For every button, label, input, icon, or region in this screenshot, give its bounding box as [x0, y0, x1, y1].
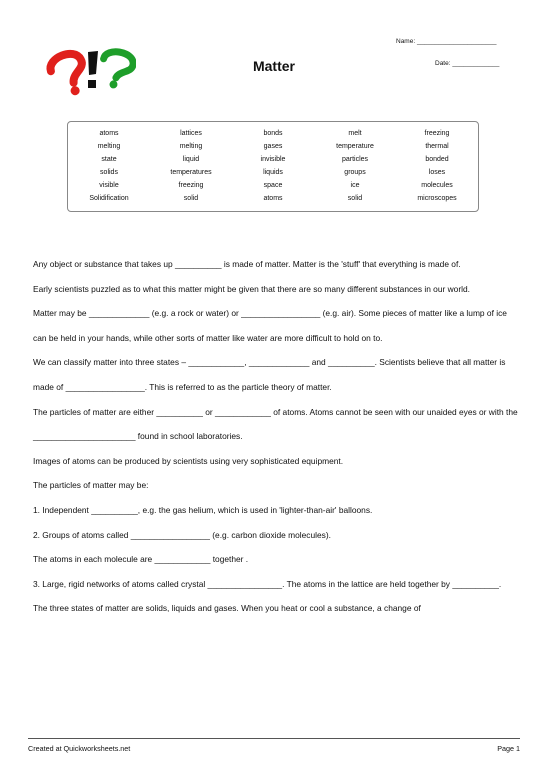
word-bank-item: lattices — [180, 130, 202, 137]
page-footer — [28, 738, 520, 753]
word-bank-item: atoms — [263, 194, 283, 202]
word-bank-item: bonded — [425, 155, 449, 163]
word-bank-item: temperature — [336, 142, 374, 150]
footer-credit: Created at Quickworksheets.net — [28, 744, 131, 753]
passage-paragraph: We can classify matter into three states – ____________, _____________ and __________. Scientists believe that all matter is made of _________________. This is referred to as the particle theory of matter. — [33, 357, 506, 392]
passage-paragraph: The particles of matter may be: — [33, 480, 149, 491]
word-bank-item: solids — [100, 168, 118, 176]
word-bank-item: bonds — [263, 130, 283, 137]
word-bank-item: melt — [348, 130, 362, 137]
word-bank-grid — [68, 128, 478, 205]
word-bank-item: loses — [428, 168, 446, 176]
passage-paragraph: The atoms in each molecule are ____________ together . — [33, 554, 249, 565]
name-field[interactable]: Name: ______________________ — [396, 38, 497, 45]
page-title: Matter — [252, 58, 295, 74]
word-bank-item: freezing — [178, 181, 204, 189]
word-bank-item: thermal — [425, 142, 449, 150]
word-bank-item: visible — [99, 181, 119, 189]
page-number: Page 1 — [497, 744, 520, 753]
word-bank-item: melting — [179, 142, 203, 150]
passage-paragraph: The three states of matter are solids, liquids and gases. When you heat or cool a substance, a change of — [33, 603, 421, 614]
word-bank-item: microscopes — [417, 194, 457, 202]
word-bank-item: Solidification — [89, 194, 129, 202]
word-bank-item: liquid — [182, 155, 200, 163]
passage-paragraph: Early scientists puzzled as to what this matter might be given that there are so many different substances in our world. — [33, 283, 470, 294]
word-bank-item: solid — [183, 194, 199, 202]
word-bank-item: particles — [341, 155, 369, 163]
passage-paragraph: The particles of matter are either __________ or ____________ of atoms. Atoms cannot be seen with our unaided eyes or with the ______________________ found in school laboratories. — [33, 406, 518, 442]
word-bank-item: invisible — [260, 155, 286, 163]
word-bank-item: temperatures — [170, 168, 212, 176]
passage-paragraph: 2. Groups of atoms called _________________ (e.g. carbon dioxide molecules). — [33, 529, 331, 540]
word-bank-item: molecules — [421, 181, 453, 189]
word-bank-item: ice — [350, 181, 360, 189]
word-bank-item: atoms — [99, 130, 119, 137]
date-field[interactable]: Date: _____________ — [435, 60, 500, 67]
word-bank-item: groups — [344, 168, 366, 176]
cloze-passage — [33, 252, 518, 621]
word-bank-item: state — [101, 155, 117, 163]
passage-paragraph: Images of atoms can be produced by scientists using very sophisticated equipment. — [33, 455, 344, 466]
passage-paragraph: Matter may be _____________ (e.g. a rock or water) or _________________ (e.g. air). Some pieces of matter like a lump of ice can be held in your hands, while other sorts of matter like water are more difficult to hold on to. — [33, 308, 507, 343]
passage-paragraph: Any object or substance that takes up __________ is made of matter. Matter is the 'stuff' that everything is made of. — [33, 259, 461, 269]
passage-paragraph: 1. Independent __________, e.g. the gas helium, which is used in 'lighter-than-air' balloons. — [33, 504, 373, 515]
word-bank-item: space — [263, 181, 283, 189]
word-bank-item: gases — [263, 142, 283, 150]
word-bank-item: liquids — [263, 168, 283, 176]
word-bank-item: melting — [97, 142, 121, 150]
word-bank — [67, 121, 479, 212]
word-bank-item: solid — [347, 194, 363, 202]
word-bank-item: freezing — [424, 130, 450, 137]
passage-paragraph: 3. Large, rigid networks of atoms called crystal ________________. The atoms in the lattice are held together by __________. — [33, 578, 502, 589]
